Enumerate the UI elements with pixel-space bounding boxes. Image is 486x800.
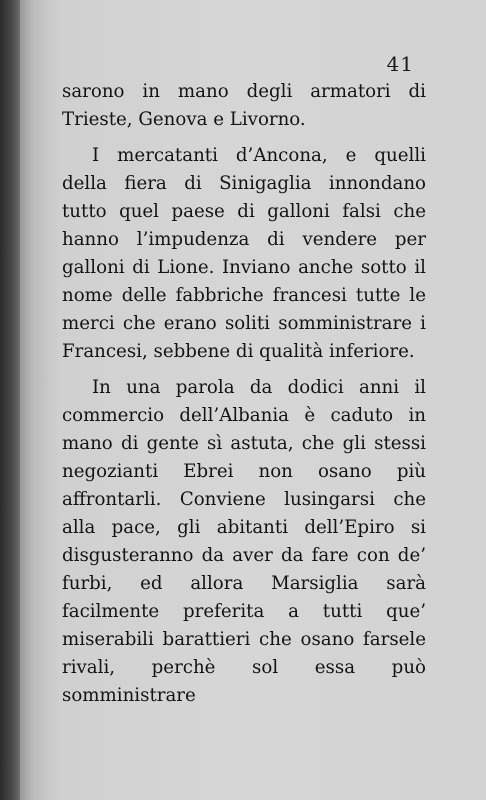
paragraph-continuation: sarono in mano degli armatori di Trieste, Genova e Livorno.: [62, 81, 426, 130]
book-gutter: [0, 0, 20, 800]
book-page: [20, 0, 486, 800]
paragraph-albania-commerce: In una parola da dodici anni il commercio dell’Albania è caduto in mano di gente sì astuta, che gli stessi negozianti Ebrei non osano più affrontarli. Conviene lusingarsi che alla pace, gli abitanti dell’Epiro si disgusteranno da aver da fare con de’ furbi, ed allora Marsiglia sarà facilmente preferita a tutti que’ miserabili barattieri che osano farsele rivali, perchè sol essa può somministrare: [62, 377, 426, 706]
paragraph-ancona-merchants: I mercatanti d’Ancona, e quelli della fiera di Sinigaglia innondano tutto quel paese di galloni falsi che hanno l’impudenza di vendere per galloni di Lione. Inviano anche sotto il nome delle fabbriche francesi tutte le merci che erano soliti somministrare i Francesi, sebbene di qualità inferiore.: [62, 145, 426, 362]
page-number: 41: [386, 52, 414, 76]
page-text: [62, 78, 426, 710]
